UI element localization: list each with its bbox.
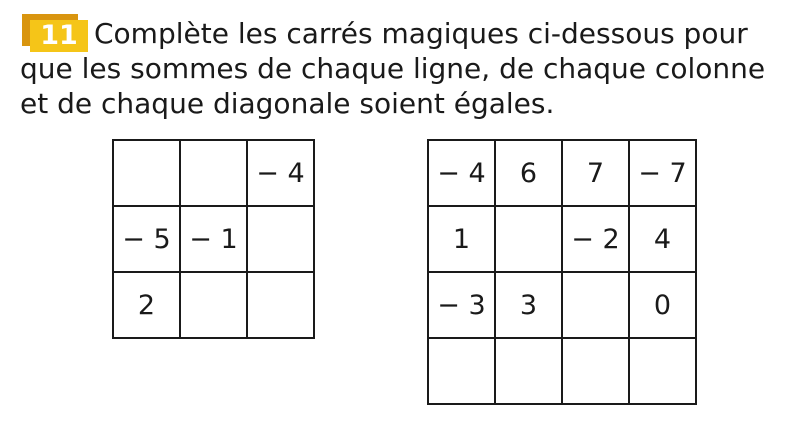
grid-cell[interactable] [495,206,562,272]
grid-cell[interactable]: 0 [629,272,696,338]
grid-cell[interactable] [180,140,247,206]
grid-row [428,338,696,404]
exercise-instruction: Complète les carrés magiques ci-dessous pour que les sommes de chaque ligne, de chaque colonne et de chaque diagonale soient égales. [20,17,766,120]
grid-row [428,272,696,338]
grid-row [428,206,696,272]
grid-cell[interactable] [180,272,247,338]
exercise-number: 11 [30,20,88,52]
grid-cell[interactable] [495,338,562,404]
grid-row [113,206,314,272]
grid-cell[interactable]: 4 [629,206,696,272]
grid-cell[interactable]: − 5 [113,206,180,272]
grid-row [113,272,314,338]
grid-cell[interactable]: 3 [495,272,562,338]
grid-cell[interactable] [428,338,495,404]
grid-cell[interactable] [247,206,314,272]
grid-cell[interactable]: 2 [113,272,180,338]
grid-cell[interactable]: − 1 [180,206,247,272]
grid-cell[interactable] [113,140,180,206]
grid-cell[interactable] [562,272,629,338]
grid-cell[interactable]: 1 [428,206,495,272]
grid-cell[interactable]: − 4 [247,140,314,206]
grid-cell[interactable] [247,272,314,338]
grid-cell[interactable] [562,338,629,404]
grid-row [428,140,696,206]
magic-square-4x4 [427,139,697,405]
grid-row [113,140,314,206]
grid-cell[interactable] [629,338,696,404]
grid-cell[interactable]: 6 [495,140,562,206]
grid-cell[interactable]: − 2 [562,206,629,272]
grid-cell[interactable]: − 4 [428,140,495,206]
magic-square-3x3 [112,139,315,339]
grid-cell[interactable]: − 7 [629,140,696,206]
grid-cell[interactable]: 7 [562,140,629,206]
grid-cell[interactable]: − 3 [428,272,495,338]
